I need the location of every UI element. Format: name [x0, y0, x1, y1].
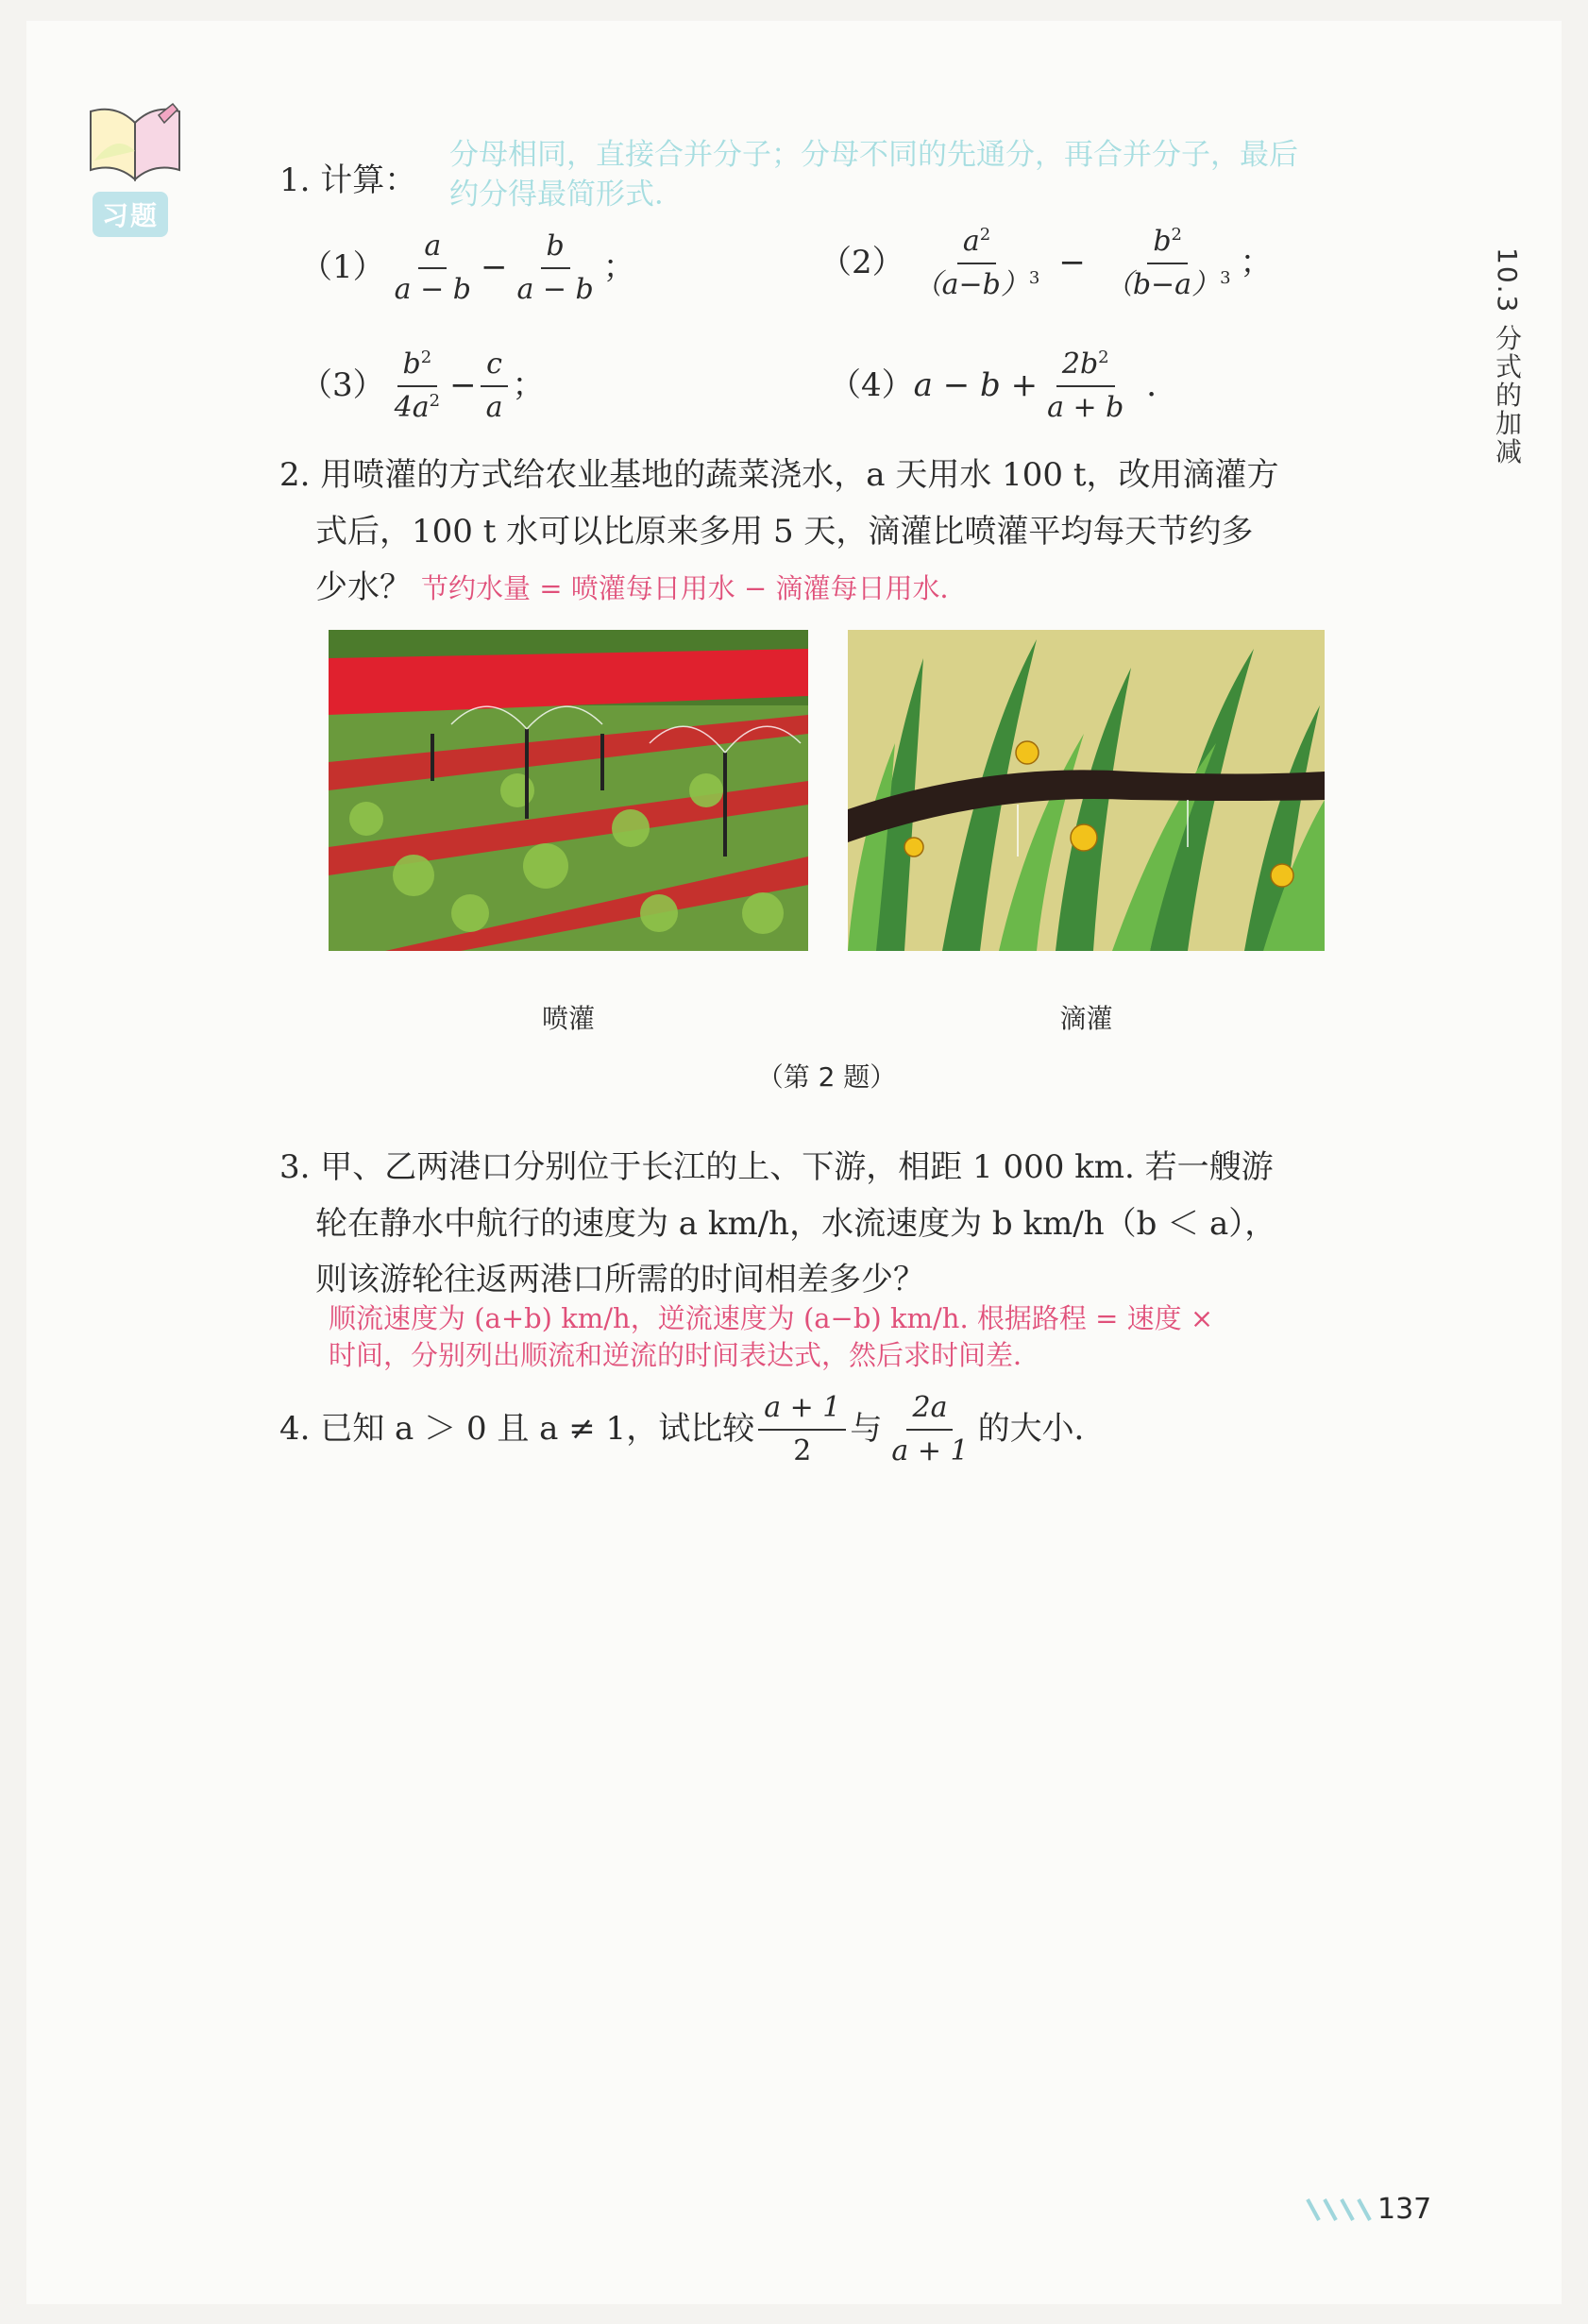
q1-hint-line2: 约分得最简形式． [449, 177, 684, 212]
operator: − [449, 365, 477, 404]
numerator: a + 1 [758, 1390, 846, 1431]
punctuation: ； [1240, 243, 1273, 281]
denominator: 2 [793, 1433, 812, 1467]
punctuation: ； [512, 365, 545, 404]
q2-hint: 节约水量 = 喷灌每日用水 − 滴灌每日用水． [421, 572, 968, 604]
denominator: a + 1 [891, 1433, 969, 1467]
fraction: $\frac{a^2}{(a-b)^3}$ [913, 225, 1040, 301]
fraction [481, 347, 509, 425]
fraction [886, 1390, 973, 1468]
denominator: a − b [394, 272, 471, 306]
q2-line2: 式后，100 t 水可以比原来多用 5 天，滴灌比喷灌平均每天节约多 [315, 512, 1254, 551]
figure-caption: （第 2 题） [756, 1061, 897, 1093]
denominator: a + b [1047, 390, 1124, 424]
q3-hint-line1: 顺流速度为 (a+b) km/h，逆流速度为 (a−b) km/h. 根据路程 = 速度 × [329, 1302, 1214, 1334]
numerator: c [481, 347, 508, 387]
q1-part1-label: （1） [300, 247, 385, 286]
denominator: 4a [394, 390, 430, 424]
q1-label: 1. 计算： [279, 161, 417, 199]
q3-line1: 3. 甲、乙两港口分别位于长江的上、下游，相距 1 000 km. 若一艘游 [279, 1148, 1274, 1186]
q3-text [279, 1140, 1469, 1309]
textbook-page [26, 21, 1562, 2304]
q3-hint-line2: 时间，分别列出顺流和逆流的时间表达式，然后求时间差． [329, 1339, 1041, 1372]
punctuation: ． [1146, 365, 1179, 404]
fraction: $\frac{2b^2}{a + b}$ [1041, 347, 1129, 425]
q1-hint-line1: 分母相同，直接合并分子；分母不同的先通分，再合并分子，最后 [449, 138, 1298, 172]
operator: − [1058, 243, 1086, 281]
denominator: （b−a） [1104, 267, 1221, 301]
q2-line3: 少水？ [315, 568, 412, 606]
fraction: $\frac{b^2}{(b-a)^3}$ [1104, 225, 1231, 301]
denominator: a [485, 390, 503, 424]
chapter-side-label: 10.3 分式的加减 [1492, 247, 1523, 466]
numerator: 2a [906, 1390, 953, 1431]
q2-line1: 2. 用喷灌的方式给农业基地的蔬菜浇水，a 天用水 100 t，改用滴灌方 [279, 456, 1279, 494]
numerator: a [418, 229, 447, 269]
q1-part4 [829, 347, 1178, 425]
q1-part1 [300, 229, 635, 307]
q3-line2: 轮在静水中航行的速度为 a km/h，水流速度为 b km/h（b ＜ a）， [315, 1204, 1277, 1243]
page-number: 137 [1377, 2193, 1432, 2226]
fraction [389, 229, 477, 307]
q4-text [279, 1390, 1107, 1468]
fraction: $\frac{b^2}{4a^2}$ [394, 348, 441, 424]
q1-part2 [819, 224, 1273, 302]
numerator: b [1153, 225, 1172, 258]
q4-suffix: 的大小． [977, 1409, 1107, 1448]
numerator: b [402, 348, 421, 381]
q2-text [279, 448, 1450, 617]
exercise-icon [83, 94, 187, 231]
q4-prefix: 4. 已知 a ＞ 0 且 a ≠ 1，试比较 [279, 1409, 755, 1448]
sprinkler-illustration [329, 630, 808, 951]
q3-hint [329, 1300, 1461, 1374]
fraction [511, 229, 599, 307]
numerator: b [541, 229, 570, 269]
exercise-badge: 习题 [93, 192, 168, 237]
denominator: a − b [516, 272, 594, 306]
q1-part2-label: （2） [819, 243, 904, 281]
drip-illustration [848, 630, 1325, 951]
denominator: （a−b） [913, 267, 1029, 301]
stripes-icon [1306, 2196, 1372, 2224]
q4-mid: 与 [850, 1409, 883, 1448]
q3-line3: 则该游轮往返两港口所需的时间相差多少？ [315, 1261, 925, 1298]
expression: a − b + [913, 365, 1039, 404]
caption-sprinkler: 喷灌 [541, 1003, 595, 1034]
page-footer [1306, 2193, 1431, 2226]
operator: − [480, 247, 508, 286]
q1-part3-label: （3） [300, 365, 385, 404]
caption-drip: 滴灌 [1059, 1003, 1113, 1034]
punctuation: ； [602, 247, 635, 286]
q1-part3 [300, 347, 544, 425]
numerator: 2b [1061, 348, 1099, 381]
fraction [758, 1390, 846, 1468]
numerator: a [962, 225, 980, 258]
q1-hint [449, 136, 1469, 215]
q1-part4-label: （4） [829, 365, 914, 404]
